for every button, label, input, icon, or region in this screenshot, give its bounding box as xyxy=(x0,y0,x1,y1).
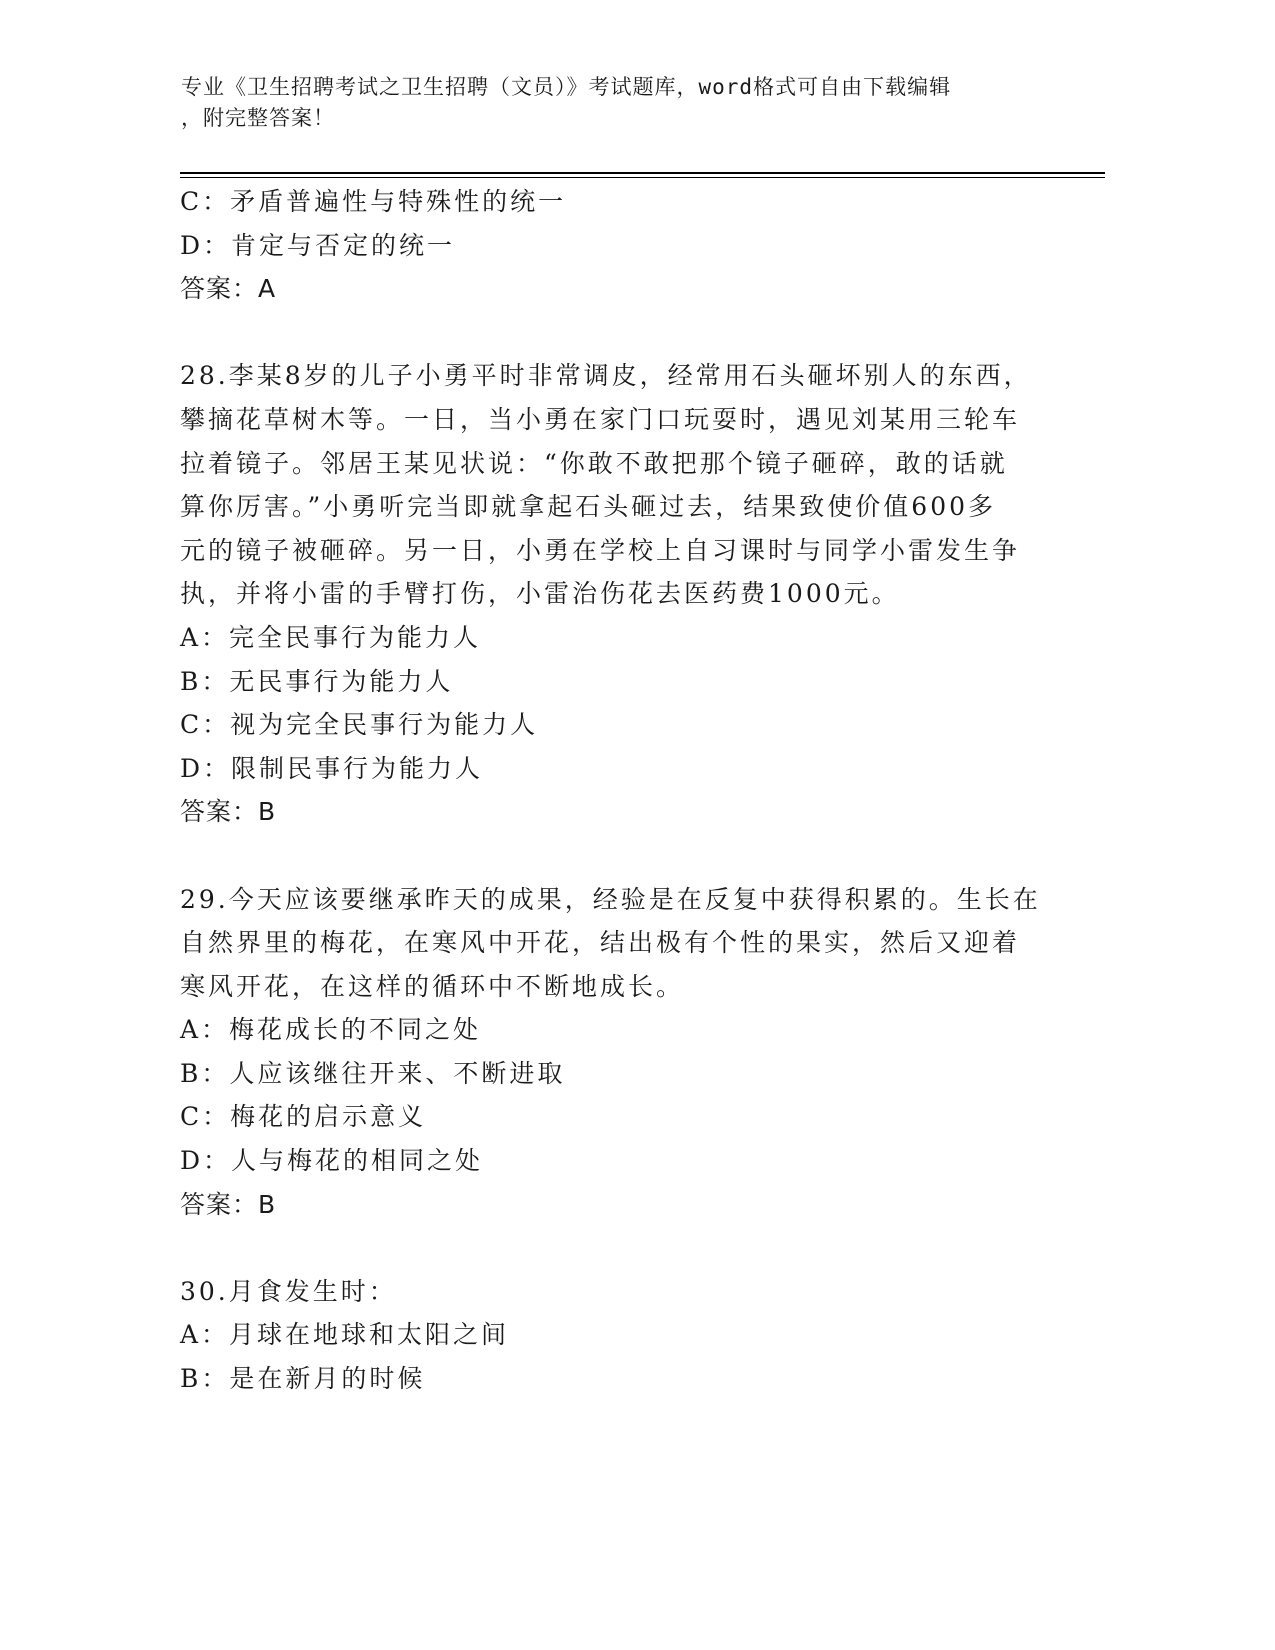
question-28 xyxy=(180,354,1030,834)
question-text-line: 元的镜子被砸碎。另一日，小勇在学校上自习课时与同学小雷发生争 xyxy=(180,535,1021,565)
question-text-line: 执，并将小雷的手臂打伤，小雷治伤花去医药费1000元。 xyxy=(180,579,900,609)
document-header xyxy=(181,72,1081,134)
question-text-line: 30.月食发生时： xyxy=(180,1276,397,1306)
spacer xyxy=(180,311,1030,355)
option-c: C：矛盾普遍性与特殊性的统一 xyxy=(180,187,567,216)
option-b: B：无民事行为能力人 xyxy=(180,666,454,696)
header-divider-thick xyxy=(180,172,1105,174)
spacer xyxy=(180,1226,1030,1270)
answer-label: 答案：A xyxy=(180,274,277,304)
option-a: A：完全民事行为能力人 xyxy=(180,622,482,652)
option-a: A：梅花成长的不同之处 xyxy=(180,1015,482,1045)
option-b: B：人应该继往开来、不断进取 xyxy=(180,1058,566,1088)
answer-label: 答案：B xyxy=(180,797,277,827)
option-d: D：限制民事行为能力人 xyxy=(180,753,484,783)
option-d: D：肯定与否定的统一 xyxy=(180,230,456,260)
document-body xyxy=(180,180,1041,1401)
answer-label: 答案：B xyxy=(180,1189,277,1219)
question-text-line: 29.今天应该要继承昨天的成果，经验是在反复中获得积累的。生长在 xyxy=(180,884,1041,914)
question-text-line: 拉着镜子。邻居王某见状说：“你敢不敢把那个镜子砸碎，敢的话就 xyxy=(180,448,1008,478)
option-d: D：人与梅花的相同之处 xyxy=(180,1146,484,1176)
option-b: B：是在新月的时候 xyxy=(180,1364,426,1394)
option-c: C：梅花的启示意义 xyxy=(180,1102,427,1132)
question-29 xyxy=(180,878,1041,1227)
question-27-tail xyxy=(180,180,1030,311)
header-line-2: ，附完整答案！ xyxy=(181,106,335,130)
question-text-line: 攀摘花草树木等。一日，当小勇在家门口玩耍时，遇见刘某用三轮车 xyxy=(180,404,1021,434)
question-text-line: 算你厉害。”小勇听完当即就拿起石头砸过去，结果致使价值600多 xyxy=(180,492,997,522)
question-text-line: 28.李某8岁的儿子小勇平时非常调皮，经常用石头砸坏别人的东西， xyxy=(180,361,1032,391)
option-a: A：月球在地球和太阳之间 xyxy=(180,1320,510,1350)
spacer xyxy=(180,834,1030,878)
question-text-line: 寒风开花，在这样的循环中不断地成长。 xyxy=(180,971,685,1001)
question-text-line: 自然界里的梅花，在寒风中开花，结出极有个性的果实，然后又迎着 xyxy=(180,928,1021,958)
option-c: C：视为完全民事行为能力人 xyxy=(180,710,539,740)
header-line-1: 专业《卫生招聘考试之卫生招聘（文员）》考试题库，word格式可自由下载编辑 xyxy=(181,75,952,99)
question-30 xyxy=(180,1270,1030,1401)
header-divider-thin xyxy=(180,177,1105,178)
